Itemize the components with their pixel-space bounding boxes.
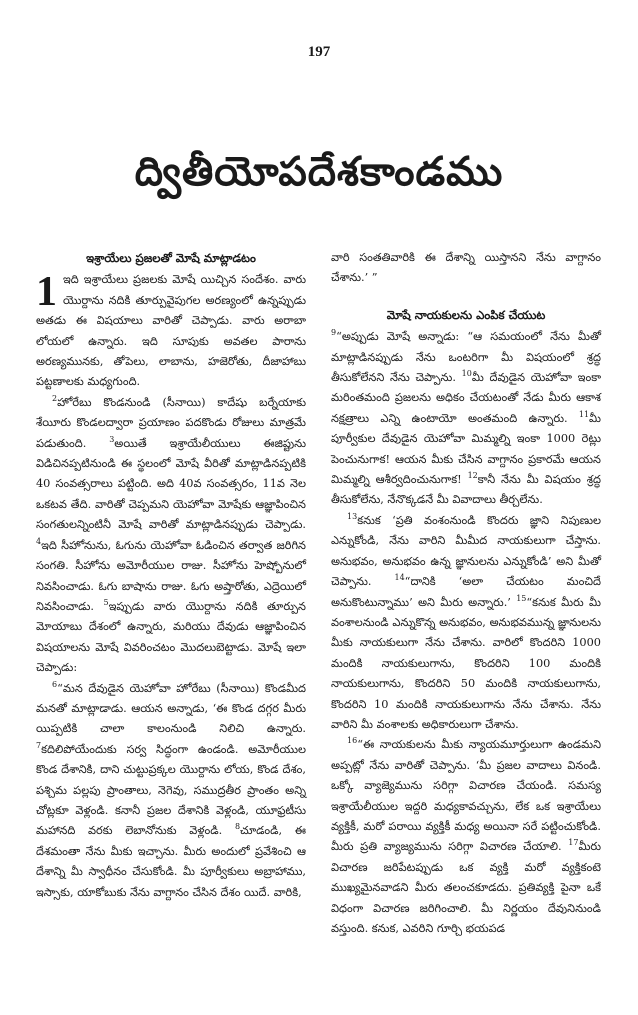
scripture-paragraph xyxy=(36,679,306,903)
right-column xyxy=(331,248,601,939)
verse-text: ఇది ఇశ్రాయేలు ప్రజలకు మోషే యిచ్చిన సందేశం. వారు యొర్దాను నదికి తూర్పువైపుగల అరణ్యంలో ఉన్నప్పుడు అతడు ఈ విషయాలు వారితో చెప్పాడు. వారు అరాబా లోయలో ఉన్నారు. ఇది సూపుకు అవతల పారాను అరణ్యమునకు, తోపెలు, లాబాను, హజెరోతు, దీజాహాబు పట్టణాలకు మధ్యగుంది. xyxy=(36,273,306,389)
scripture-paragraph xyxy=(331,327,601,511)
verse-number: 9 xyxy=(331,328,337,338)
verse-number: 5 xyxy=(103,598,109,608)
verse-number: 8 xyxy=(234,822,241,832)
continued-text: వారి సంతతివారికి ఈ దేశాన్ని యిస్తానని నేను వాగ్దానం చేశాను.’ ” xyxy=(331,251,601,285)
scripture-paragraph xyxy=(36,270,306,392)
verse-text: “కనుక మీరు మీ వంశాలనుండి ఎన్నుకొన్న అనుభవం, అనుభవమున్న జ్ఞానులను మీకు నాయకులుగా నేను చేశాను. వారిలో కొందరిని 1000 మందికి నాయకులుగాను, కొందరిని 100 మందికి నాయకులుగాను, కొందరిని 50 మందికి నాయకులుగాను, కొందరిని 10 మందికి నాయకులుగాను నేను చేశాను. నేను వారిని మీ వంశాలకు అధికారులుగా చేశాను. xyxy=(331,595,601,731)
verse-text: ఇప్పుడు వారు యొర్దాను నదికి తూర్పున మోయాబు దేశంలో ఉన్నారు, మరియు దేవుడు ఆజ్ఞాపించిన విషయాలను మోషే వివరించటం మొదలుబెట్టాడు. మోషే ఇలా చెప్పాడు: xyxy=(36,599,306,675)
verse-text: “అప్పుడు మోషే అన్నాడు: “ఆ సమయంలో నేను మీతో మాట్లాడినప్పుడు నేను ఒంటరిగా మీ విషయంలో శ్రద్ధ తీసుకోలేనని నేను చెప్పాను. xyxy=(331,330,601,385)
left-paragraphs xyxy=(36,270,306,903)
verse-number: 14 xyxy=(394,573,405,583)
verse-text: ఇది సీహోనును, ఓగును యెహోవా ఓడించిన తర్వాత జరిగిన సంగతి. సీహోను అమోరీయుల రాజు. సీహోను హెష్బోనులో నివసించాడు. ఓగు బాషాను రాజు. ఓగు అష్తారోతు, ఎద్రెయిలో నివసించాడు. xyxy=(36,538,306,613)
scripture-paragraph xyxy=(36,393,306,679)
verse-number: 17 xyxy=(568,838,579,848)
verse-text: మీ పూర్వీకుల దేవుడైన యెహోవా మిమ్మల్ని ఇంకా 1000 రెట్లు పెంచునుగాక! ఆయన మీకు చేసిన వాగ్దానం ప్రకారమే ఆయన మిమ్మల్ని ఆశీర్వదించునుగాక! xyxy=(331,411,601,487)
verse-text: మీరు విచారణ జరిపేటప్పుడు ఒక వ్యక్తి మరో వ్యక్తికంటె ముఖ్యమైనవాడని మీరు తలంచకూడదు. ప్రతివ్యక్తి పైనా ఒకే విధంగా విచారణ జరిగించాలి. మీ నిర్ణయం దేవునినుండి వస్తుంది. కనుక, ఎవరిని గూర్చి భయపడ xyxy=(331,840,601,935)
verse-text: కానీ నేను మీ విషయం శ్రద్ధ తీసుకోలేను, నేనొక్కడనే మీ వివాదాలు తీర్చలేను. xyxy=(331,473,601,507)
verse-text: కనుక ‘ప్రతి వంశంనుండి కొందరు జ్ఞాని నిపుణుల ఎన్నుకోండి, నేను వారిని మీమీద నాయకులుగా చేస్తాను. అనుభవం, అనుభవం ఉన్న జ్ఞానులను ఎన్నుకోండి’ అని మీతో చెప్పాను. xyxy=(331,513,601,589)
verse-number: 6 xyxy=(52,679,58,689)
page-number: 197 xyxy=(307,44,331,60)
verse-text: చూడండి, ఈ దేశమంతా నేను మీకు ఇచ్చాను. మీరు అందులో ప్రవేశించి ఆ దేశాన్ని మీ స్వాధీనం చేసుకోండి. మీ పూర్వీకులు అబ్రాహాము, ఇస్సాకు, యాకోబుకు నేను వాగ్దానం చేసిన దేశం యిదే. వారికి, xyxy=(36,824,306,899)
verse-number: 2 xyxy=(52,394,58,404)
scripture-paragraph xyxy=(331,511,601,735)
verse-text: మీ దేవుడైన యెహోవా ఇంకా మరింతమంది ప్రజలను అధికం చేయటంతో నేడు మీరు ఆకాశ నక్షత్రాలు ఎన్ని ఉంటాయో అంతమంది ఉన్నారు. xyxy=(331,371,601,425)
verse-number: 4 xyxy=(36,536,42,546)
verse-text: కదిలిపోయేందుకు సర్వ సిద్ధంగా ఉండండి. అమోరీయుల కొండ దేశానికి, దాని చుట్టుప్రక్కల యొర్దాను లోయ, కొండ దేశం, పశ్చిమ పల్లపు ప్రాంతాలు, నెగెవు, సముద్రతీర ప్రాంతం అన్ని చోట్లకూ వెళ్లండి. కనానీ ప్రజల దేశానికి వెళ్లండి, యూఫ్రటీసు మహానది వరకు లెబానోనుకు వెళ్లండి. xyxy=(36,742,306,838)
verse-text: అయితే ఇశ్రాయేలీయులు ఈజిప్టును విడిచినప్పటినుండి ఈ స్థలంలో మోషే వీరితో మాట్లాడినప్పటికి 40 సంవత్సరాలు పట్టింది. అది 40వ సంవత్సరం, 11వ నెల ఒకటవ తేది. వారితో చెప్పమని యెహోవా మోషేకు ఆజ్ఞాపించిన సంగతులన్నింటినీ మోషే వారితో మాట్లాడినప్పుడు చెప్పాడు. xyxy=(36,436,306,532)
verse-number: 12 xyxy=(467,471,478,481)
verse-number: 10 xyxy=(461,369,472,379)
left-column xyxy=(36,248,306,903)
verse-number: 13 xyxy=(347,512,358,522)
verse-number: 3 xyxy=(109,434,115,444)
section-heading: ఇశ్రాయేలు ప్రజలతో మోషే మాట్లాడటం xyxy=(86,251,256,265)
book-title: ద్వితీయోపదేశకాండము xyxy=(134,148,504,195)
section-heading: మోషే నాయకులను ఎంపిక చేయుట xyxy=(386,307,546,322)
verse-text: హోరేబు కొండనుండి (సీనాయి) కాదేషు బర్నేయాకు శేయీరు కొండలద్వారా ప్రయాణం పదకొండు రోజులు మాత్రమే పడుతుంది. xyxy=(36,395,306,450)
right-paragraphs xyxy=(331,327,601,939)
verse-number: 16 xyxy=(347,736,358,746)
verse-text: “ఈ నాయకులను మీకు న్యాయమూర్తులుగా ఉండమని అప్పట్లో నేను వారితో చెప్పాను. ‘మీ ప్రజల వాదాలు వినండి. ఒక్కో వ్యాజ్యెమును సరిగ్గా విచారణ చేయండి. సమస్య ఇశ్రాయేలీయుల ఇద్దరి మధ్యకావచ్చును, లేక ఒక ఇశ్రాయేలు వ్యక్తికీ, మరో పరాయి వ్యక్తికీ మధ్య అయినా సరే పట్టించుకోండి. మీరు ప్రతి వ్యాజ్యమును సరిగ్గా విచారణ చేయాలి. xyxy=(331,738,601,854)
verse-number: 7 xyxy=(36,740,42,750)
verse-text: “దానికి ‘అలా చేయటం మంచిదే అనుకొంటున్నాము’ అని మీరు అన్నారు.’ xyxy=(331,575,601,609)
verse-number: 11 xyxy=(578,410,590,420)
verse-number: 15 xyxy=(516,593,527,603)
scripture-paragraph xyxy=(331,735,601,939)
verse-text: “మన దేవుడైన యెహోవా హోరేబు (సీనాయి) కొండమీద మనతో మాట్లాడాడు. ఆయన అన్నాడు, ‘ఈ కొండ దగ్గర మీరు యిప్పటికి చాలా కాలంనుండి నిలిచి ఉన్నారు. xyxy=(36,681,306,736)
chapter-number: 1 xyxy=(36,269,57,316)
